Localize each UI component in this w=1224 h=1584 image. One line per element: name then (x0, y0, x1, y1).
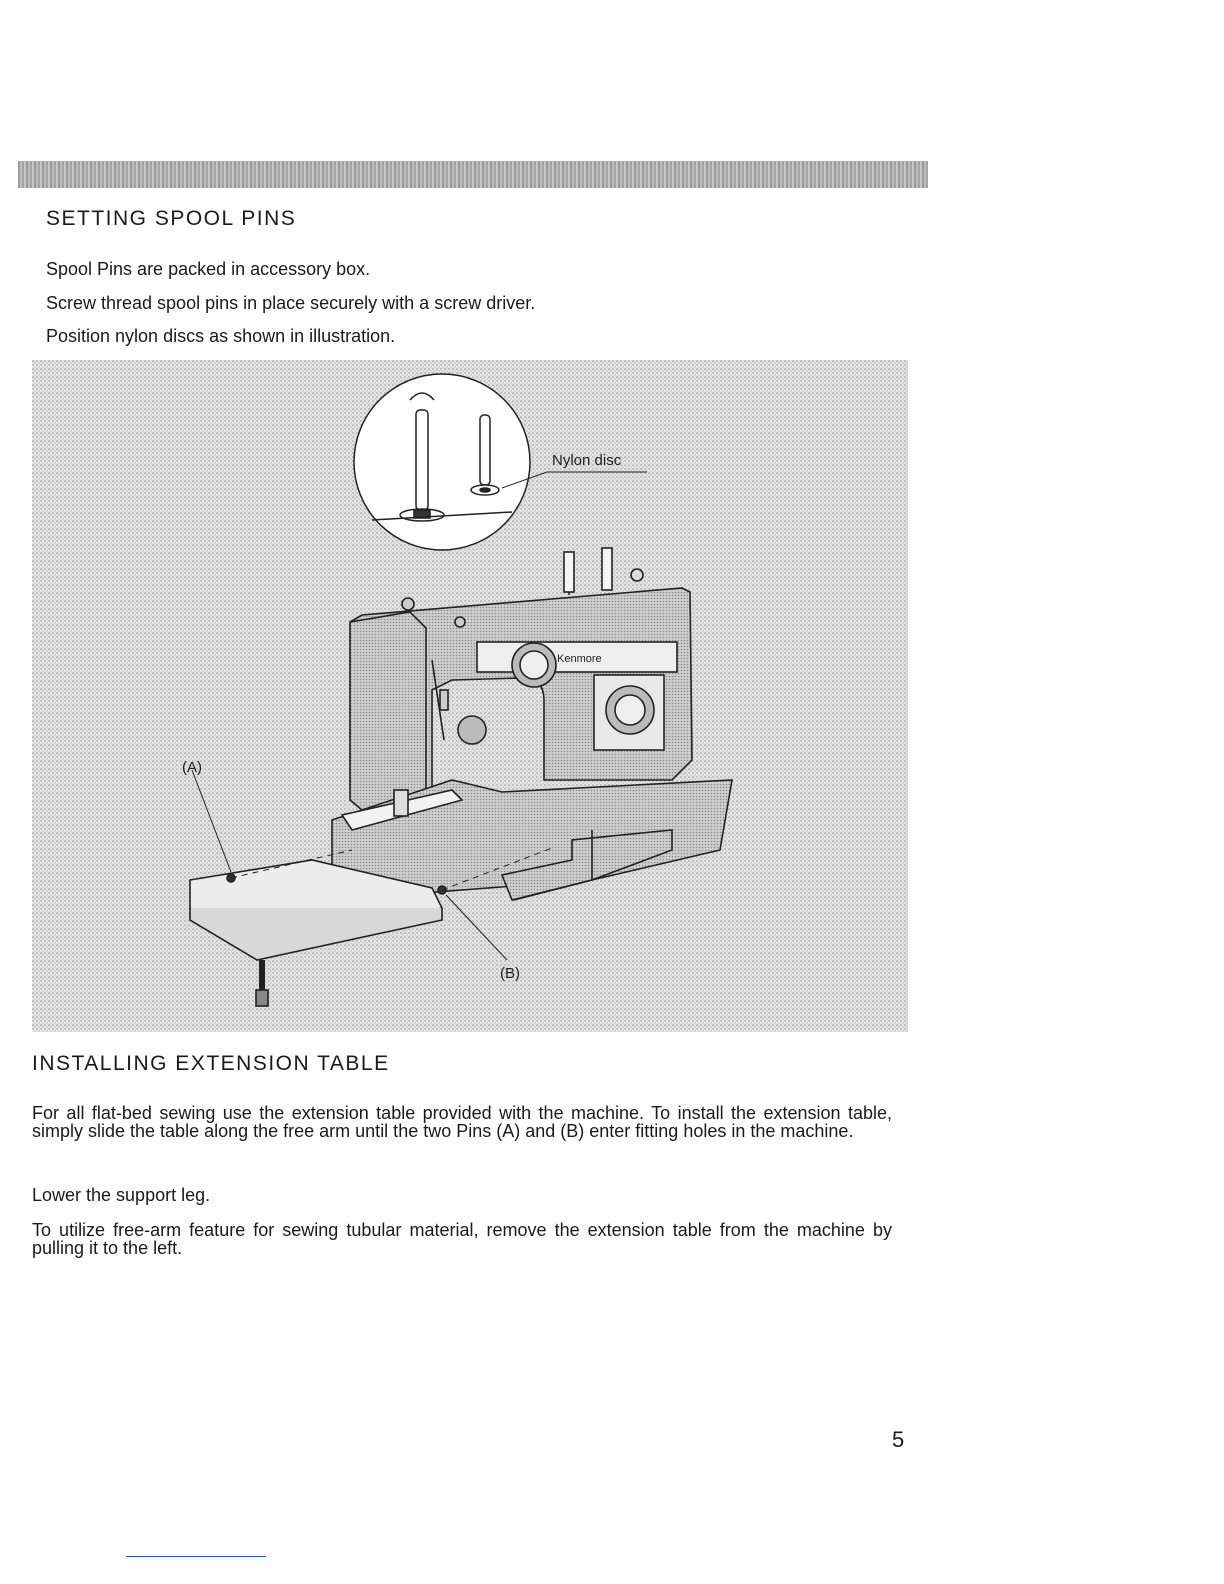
section-title-spool-pins: SETTING SPOOL PINS (46, 207, 297, 230)
spool-pins-line-3: Position nylon discs as shown in illustration. (46, 326, 396, 346)
extension-table-paragraph-2: Lower the support leg. (32, 1185, 211, 1205)
footer-line (126, 1556, 266, 1557)
spool-pins-line-1: Spool Pins are packed in accessory box. (46, 259, 371, 279)
section-title-extension-table: INSTALLING EXTENSION TABLE (32, 1052, 390, 1075)
pin-b-label: (B) (500, 965, 520, 982)
spool-pins-line-2: Screw thread spool pins in place securely with a screw driver. (46, 293, 536, 313)
header-rule (18, 161, 928, 188)
nylon-disc-label: Nylon disc (552, 452, 622, 469)
page-number: 5 (892, 1427, 905, 1452)
extension-table-paragraph-1: For all flat-bed sewing use the extension table provided with the machine. To install the extension table, simply slide the table along the free arm until the two Pins (A) and (B) enter fitting holes in the machine. (32, 1103, 892, 1141)
pin-a-label: (A) (182, 759, 202, 776)
brand-label: Kenmore (557, 653, 602, 665)
extension-table-paragraph-3: To utilize free-arm feature for sewing tubular material, remove the extension table from the machine by pulling it to the left. (32, 1220, 892, 1258)
sewing-machine-illustration (32, 360, 908, 1032)
